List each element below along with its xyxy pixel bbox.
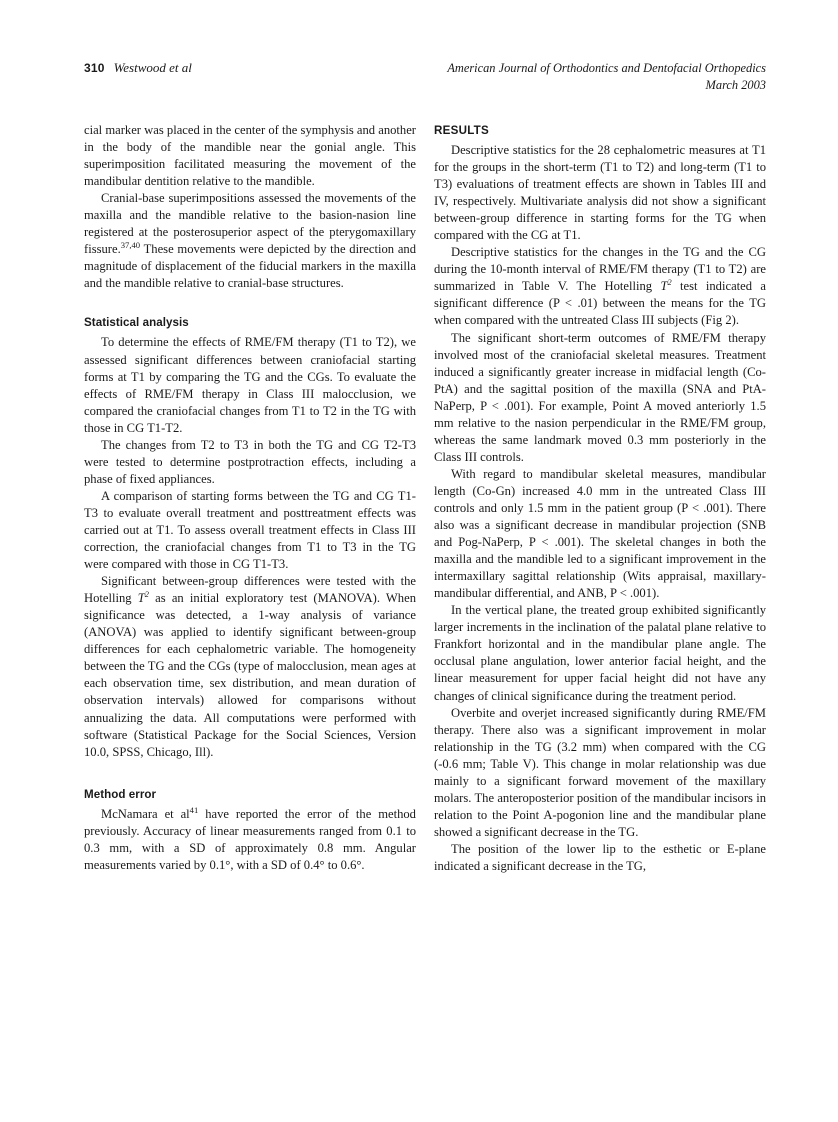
hotelling-t-letter: T <box>660 279 668 294</box>
reference-marker: 41 <box>189 804 199 815</box>
spacer <box>84 292 416 314</box>
heading-statistical-analysis: Statistical analysis <box>84 316 189 330</box>
running-head-left <box>84 60 192 76</box>
paragraph-results-4: With regard to mandibular skeletal measures, mandibular length (Co-Gn) increased 4.0 mm in the untreated Class III controls and only 1.5 mm in the patient group (P < .001). There also was a significant decrease in mandibular projection (SNB and Pog-NaPerp, P < .001). The skeletal changes in both the maxilla and the mandible led to a significant improvement in the intermaxillary sagittal relationship (Wits appraisal, maxillary-mandibular differential, and ANB, P < .001). <box>434 466 766 601</box>
column-right <box>434 122 766 875</box>
body-columns <box>84 122 766 1072</box>
paragraph-method-text-a: McNamara et al <box>101 806 190 821</box>
paragraph-results-3: The significant short-term outcomes of RME/FM therapy involved most of the craniofacial skeletal measures. Treatment induced a significantly greater increase in midfacial length (Co-PtA) and the sagittal position of the maxilla (SNA and PtA-NaPerp, P < .001). For example, Point A moved anteriorly 1.5 mm relative to the nasion perpendicular in the RME/FM group, whereas the same landmark moved 0.3 mm posteriorly in the Class III controls. <box>434 330 766 464</box>
running-head-authors: Westwood et al <box>113 60 192 75</box>
paragraph-results-7: The position of the lower lip to the esthetic or E-plane indicated a significant decrease in the TG, <box>434 841 766 873</box>
running-head <box>84 60 766 100</box>
paragraph-method-error <box>84 806 416 874</box>
heading-method-error: Method error <box>84 787 157 801</box>
hotelling-t-symbol <box>660 279 671 293</box>
paragraph-statistical-3: A comparison of starting forms between the TG and CG T1-T3 to evaluate overall treatment and posttreatment effects was carried out at T1. To assess overall treatment effects in Class III correction, the craniofacial changes from T1 to T3 in the TG were compared with those in CG T1-T3. <box>84 488 416 572</box>
paragraph-cranial-base-text-b: These movements were depicted by the direction and magnitude of displacement of the fiducial markers in the maxilla and the mandible relative to cranial-base structures. <box>84 242 416 291</box>
paragraph-continued: cial marker was placed in the center of the symphysis and another in the body of the mandible near the gonial angle. This superimposition facilitated measuring the movement of the mandibular dentition relative to the mandible. <box>84 123 416 189</box>
paragraph-results-2-text-a: Descriptive statistics for the changes in the TG and the CG during the 10-month interval of RME/FM therapy (T1 to T2) are summarized in Table V. The Hotelling <box>434 245 766 294</box>
paragraph-statistical-4-text-b: as an initial exploratory test (MANOVA). When significance was detected, a 1-way analysis of variance (ANOVA) was applied to identify significant between-group differences for each cephalometric variable. The homogeneity between the TG and the CGs (type of malocclusion, mean ages at each observation time, sex distribution, and mean duration of observation intervals) allowed for comparisons without annualizing the data. All computations were performed with software (Statistical Package for the Social Sciences, Version 10.0, SPSS, Chicago, Ill). <box>84 591 416 759</box>
hotelling-t-exponent: 2 <box>667 278 672 288</box>
running-head-right <box>447 60 766 93</box>
journal-title: American Journal of Orthodontics and Dentofacial Orthopedics <box>447 61 766 75</box>
column-left <box>84 122 416 874</box>
hotelling-t-letter: T <box>137 591 145 606</box>
paragraph-results-1: Descriptive statistics for the 28 cephalometric measures at T1 for the groups in the short-term (T1 to T2) and long-term (T1 to T3) evaluations of treatment effects are shown in Tables III and IV, respectively. Multivariate analysis did not show a significant between-group difference in starting forms for the TG when compared with the CG at T1. <box>434 143 766 243</box>
hotelling-t-symbol <box>138 591 149 605</box>
heading-results: RESULTS <box>434 124 489 137</box>
paragraph-results-6: Overbite and overjet increased significantly during RME/FM therapy. There also was a significant improvement in molar relationship in the TG (3.2 mm) when compared with the CG (-0.6 mm; Table V). This change in molar relationship was due mainly to a significant forward movement of the maxillary molars. The anteroposterior position of the mandibular incisors in relation to the Point A-pogonion line and the mandibular plane showed a significant decrease in the TG. <box>434 705 766 839</box>
hotelling-t-exponent: 2 <box>144 589 149 599</box>
paragraph-statistical-4-text-a: Significant between-group differences were tested with the Hotelling <box>84 574 416 606</box>
paragraph-results-2 <box>434 244 766 329</box>
paragraph-statistical-4 <box>84 573 416 761</box>
paragraph-statistical-2: The changes from T2 to T3 in both the TG and CG T2-T3 were tested to determine postprotraction effects, including a phase of fixed appliances. <box>84 437 416 486</box>
paragraph-statistical-1: To determine the effects of RME/FM therapy (T1 to T2), we assessed significant differences between craniofacial starting forms at T1 by comparing the TG and the CGs. To evaluate the effects of RME/FM therapy in Class III malocclusion, we compared the craniofacial changes from T1 to T2 in the TG with those in CG T1-T2. <box>84 335 416 435</box>
paragraph-cranial-base <box>84 190 416 292</box>
spacer <box>84 761 416 786</box>
reference-marker: 37,40 <box>120 240 141 251</box>
paragraph-results-2-text-b: test indicated a significant difference (P < .01) between the means for the TG when compared with the untreated Class III subjects (Fig 2). <box>434 279 767 328</box>
issue-date: March 2003 <box>705 77 766 92</box>
paragraph-cranial-base-text-a: Cranial-base superimpositions assessed the movements of the maxilla and the mandible relative to the basion-nasion line registered at the posterosuperior aspect of the pterygomaxillary fissure. <box>84 191 416 257</box>
paragraph-method-text-b: have reported the error of the method previously. Accuracy of linear measurements ranged from 0.1 to 0.3 mm, with a SD of approximately 0.8 mm. Angular measurements varied by 0.1°, with a SD of 0.4° to 0.6°. <box>84 806 416 872</box>
paragraph-results-5: In the vertical plane, the treated group exhibited significantly larger increments in the inclination of the palatal plane relative to Frankfort horizontal and in the mandibular plane angle. The occlusal plane angulation, lower anterior facial height, and the linear measurement for upper facial height did not have any changes of clinical significance during the treatment period. <box>434 603 766 703</box>
page-number: 310 <box>84 61 105 75</box>
